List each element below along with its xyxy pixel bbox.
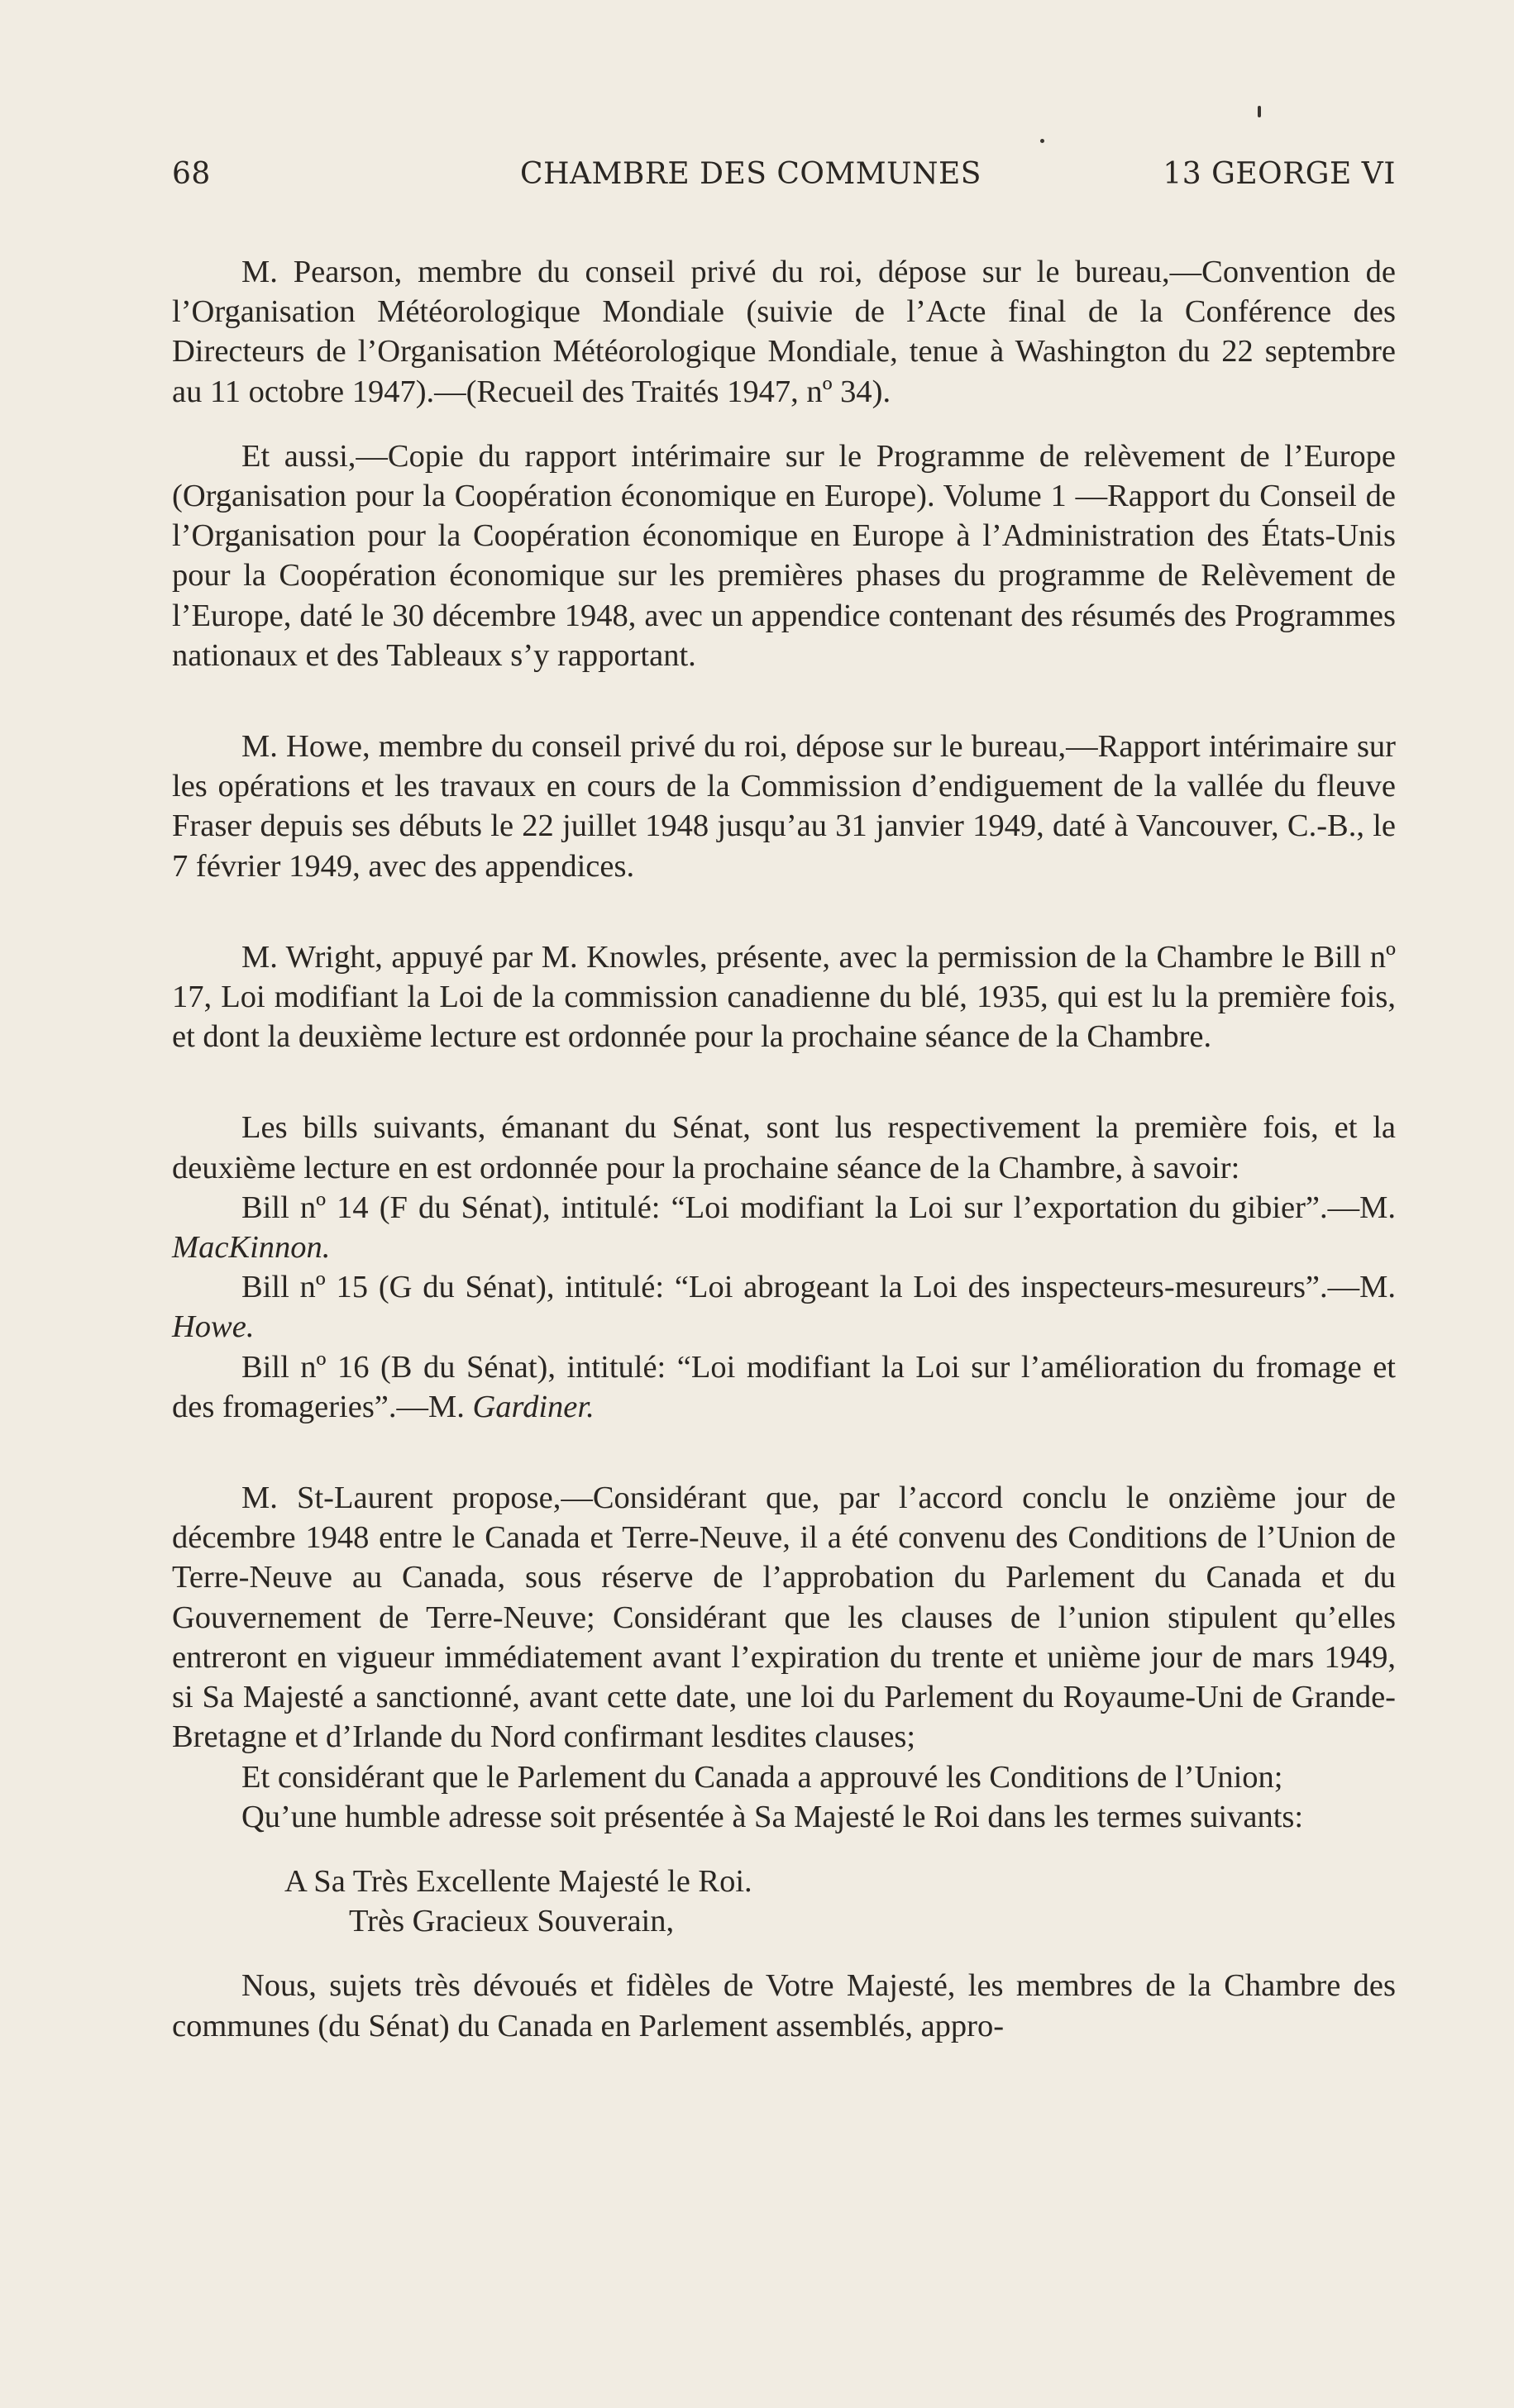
- paragraph-wright: M. Wright, appuyé par M. Knowles, présente, avec la permission de la Chambre le Bill nº 17, Loi modifiant la Loi de la commission canadienne du blé, 1935, qui est lu la première fois, et dont la deuxième lecture est ordonnée pour la prochaine séance de la Chambre.: [172, 939, 1396, 1055]
- print-speck: [1040, 139, 1044, 143]
- paragraph-et-aussi: Et aussi,—Copie du rapport intérimaire sur le Programme de relèvement de l’Europe (Organisation pour la Coopération économique en Europe). Volume 1 —Rapport du Conseil de l’Organisation pour la Coopération économique en Europe à l’Administration des États-Unis pour la Coopération économique sur les premières phases du programme de Relèvement de l’Europe, daté le 30 décembre 1948, avec un appendice contenant des résumés des Programmes nationaux et des Tableaux s’y rapportant.: [172, 438, 1396, 673]
- running-head: [172, 157, 1396, 198]
- address-recipient: A Sa Très Excellente Majesté le Roi.: [284, 1863, 752, 1899]
- paragraph-st-laurent: M. St-Laurent propose,—Considérant que, par l’accord conclu le onzième jour de décembre 1948 entre le Canada et Terre-Neuve, il a été convenu des Conditions de l’Union de Terre-Neuve au Canada, sous réserve de l’approbation du Parlement du Canada et du Gouvernement de Terre-Neuve; Considérant que les clauses de l’union stipulent qu’elles entreront en vigueur immédiatement avant l’expiration du trente et unième jour de mars 1949, si Sa Majesté a sanctionné, avant cette date, une loi du Parlement du Royaume-Uni de Grande-Bretagne et d’Irlande du Nord confirmant lesdites clauses;: [172, 1481, 1396, 1755]
- bill-entry-text: Bill nº 15 (G du Sénat), intitulé: “Loi abrogeant la Loi des inspecteurs-mesureurs”.—M.: [241, 1270, 1396, 1305]
- regnal-year: 13 GEORGE VI: [1163, 157, 1396, 191]
- paragraph-humble-adresse: Qu’une humble adresse soit présentée à Sa Majesté le Roi dans les termes suivants:: [241, 1799, 1304, 1834]
- bill-entry: [172, 1267, 1396, 1347]
- paragraph-howe: M. Howe, membre du conseil privé du roi, dépose sur le bureau,—Rapport intérimaire sur les opérations et les travaux en cours de la Commission d’endiguement de la vallée du fleuve Fraser depuis ses débuts le 22 juillet 1948 jusqu’au 31 janvier 1949, daté à Vancouver, C.-B., le 7 février 1949, avec des appendices.: [172, 729, 1396, 884]
- paragraph-nous-sujets: Nous, sujets très dévoués et fidèles de Votre Majesté, les membres de la Chambre des communes (du Sénat) du Canada en Parlement assemblés, appro-: [172, 1968, 1396, 2043]
- bill-sponsor: Gardiner.: [472, 1389, 595, 1424]
- journal-title: CHAMBRE DES COMMUNES: [520, 157, 981, 191]
- bill-entry: [172, 1347, 1396, 1427]
- paragraph-pearson: M. Pearson, membre du conseil privé du roi, dépose sur le bureau,—Convention de l’Organisation Météorologique Mondiale (suivie de l’Acte final de la Conférence des Directeurs de l’Organisation Météorologique Mondiale, tenue à Washington du 22 septembre au 11 octobre 1947).—(Recueil des Traités 1947, nº 34).: [172, 255, 1396, 409]
- paragraph-considerant: Et considérant que le Parlement du Canada a approuvé les Conditions de l’Union;: [241, 1759, 1283, 1795]
- body-text: [172, 252, 1396, 2046]
- bill-entry: [172, 1188, 1396, 1267]
- page-number: 68: [172, 157, 211, 191]
- paragraph-senate-bills: Les bills suivants, émanant du Sénat, sont lus respectivement la première fois, et la deuxième lecture en est ordonnée pour la prochaine séance de la Chambre, à savoir:: [172, 1110, 1396, 1185]
- bill-sponsor: Howe.: [172, 1309, 255, 1345]
- bill-sponsor: MacKinnon.: [172, 1230, 331, 1266]
- address-salutation: Très Gracieux Souverain,: [349, 1904, 675, 1939]
- bill-entry-text: Bill nº 16 (B du Sénat), intitulé: “Loi modifiant la Loi sur l’amélioration du fromage et des fromageries”.—M.: [172, 1349, 1396, 1424]
- print-speck: [1258, 106, 1261, 117]
- bill-entry-text: Bill nº 14 (F du Sénat), intitulé: “Loi modifiant la Loi sur l’exportation du gibier”.—M.: [241, 1190, 1396, 1225]
